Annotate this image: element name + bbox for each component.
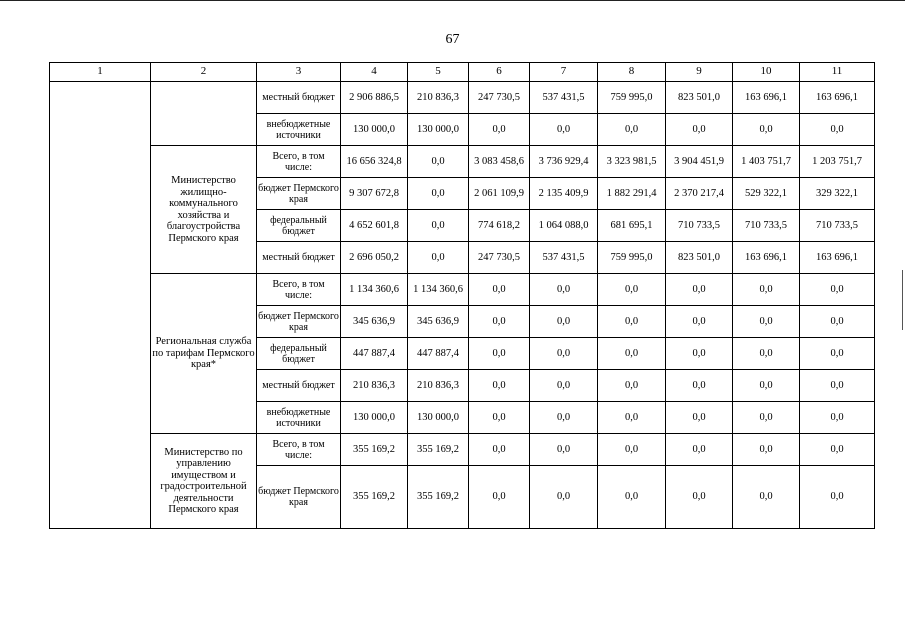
amount-cell: 1 203 751,7 <box>800 146 875 178</box>
amount-cell: 130 000,0 <box>408 402 469 434</box>
amount-cell: 529 322,1 <box>733 178 800 210</box>
amount-cell: 0,0 <box>666 338 733 370</box>
amount-cell: 0,0 <box>530 274 598 306</box>
amount-cell: 0,0 <box>800 466 875 529</box>
amount-cell: 0,0 <box>666 402 733 434</box>
amount-cell: 345 636,9 <box>408 306 469 338</box>
agency-name-cell: Региональная служба по тарифам Пермского края* <box>151 274 257 434</box>
amount-cell: 0,0 <box>666 306 733 338</box>
amount-cell: 710 733,5 <box>733 210 800 242</box>
amount-cell: 0,0 <box>733 114 800 146</box>
agency-name-cell <box>151 82 257 146</box>
column-number-header <box>50 63 875 82</box>
amount-cell: 0,0 <box>800 306 875 338</box>
amount-cell: 2 061 109,9 <box>469 178 530 210</box>
amount-cell: 163 696,1 <box>800 242 875 274</box>
amount-cell: 345 636,9 <box>341 306 408 338</box>
amount-cell: 130 000,0 <box>408 114 469 146</box>
amount-cell: 0,0 <box>408 146 469 178</box>
funding-source-cell: местный бюджет <box>257 370 341 402</box>
amount-cell: 1 882 291,4 <box>598 178 666 210</box>
funding-source-cell: бюджет Пермского края <box>257 306 341 338</box>
amount-cell: 3 323 981,5 <box>598 146 666 178</box>
amount-cell: 681 695,1 <box>598 210 666 242</box>
amount-cell: 3 083 458,6 <box>469 146 530 178</box>
amount-cell: 0,0 <box>800 402 875 434</box>
table-row <box>50 146 875 178</box>
column-number-cell: 8 <box>598 63 666 82</box>
funding-source-cell: местный бюджет <box>257 82 341 114</box>
amount-cell: 3 904 451,9 <box>666 146 733 178</box>
funding-source-cell: внебюджетные источники <box>257 114 341 146</box>
table-body <box>50 63 875 529</box>
amount-cell: 0,0 <box>733 306 800 338</box>
amount-cell: 0,0 <box>733 338 800 370</box>
amount-cell: 0,0 <box>733 370 800 402</box>
amount-cell: 0,0 <box>469 274 530 306</box>
amount-cell: 163 696,1 <box>733 242 800 274</box>
column-number-cell: 6 <box>469 63 530 82</box>
amount-cell: 355 169,2 <box>408 466 469 529</box>
column-number-cell: 7 <box>530 63 598 82</box>
amount-cell: 0,0 <box>598 434 666 466</box>
funding-source-cell: федеральный бюджет <box>257 338 341 370</box>
amount-cell: 0,0 <box>530 338 598 370</box>
amount-cell: 0,0 <box>800 370 875 402</box>
amount-cell: 247 730,5 <box>469 242 530 274</box>
agency-name-cell: Министерство жилищно-коммунального хозяйства и благоустройства Пермского края <box>151 146 257 274</box>
amount-cell: 0,0 <box>666 434 733 466</box>
amount-cell: 0,0 <box>469 114 530 146</box>
amount-cell: 0,0 <box>469 370 530 402</box>
amount-cell: 447 887,4 <box>341 338 408 370</box>
amount-cell: 537 431,5 <box>530 82 598 114</box>
amount-cell: 0,0 <box>733 274 800 306</box>
amount-cell: 130 000,0 <box>341 402 408 434</box>
amount-cell: 2 370 217,4 <box>666 178 733 210</box>
amount-cell: 0,0 <box>469 402 530 434</box>
table-row <box>50 274 875 306</box>
amount-cell: 0,0 <box>800 114 875 146</box>
amount-cell: 0,0 <box>666 274 733 306</box>
amount-cell: 823 501,0 <box>666 242 733 274</box>
amount-cell: 0,0 <box>530 370 598 402</box>
column-number-cell: 5 <box>408 63 469 82</box>
amount-cell: 0,0 <box>408 242 469 274</box>
amount-cell: 447 887,4 <box>408 338 469 370</box>
column-number-cell: 2 <box>151 63 257 82</box>
amount-cell: 0,0 <box>598 306 666 338</box>
amount-cell: 210 836,3 <box>408 370 469 402</box>
amount-cell: 0,0 <box>800 338 875 370</box>
amount-cell: 0,0 <box>469 434 530 466</box>
amount-cell: 759 995,0 <box>598 82 666 114</box>
amount-cell: 0,0 <box>530 434 598 466</box>
column-number-cell: 9 <box>666 63 733 82</box>
amount-cell: 329 322,1 <box>800 178 875 210</box>
amount-cell: 0,0 <box>530 402 598 434</box>
page-number: 67 <box>445 32 460 47</box>
amount-cell: 0,0 <box>530 466 598 529</box>
funding-source-cell: Всего, в том числе: <box>257 146 341 178</box>
amount-cell: 2 906 886,5 <box>341 82 408 114</box>
funding-source-cell: внебюджетные источники <box>257 402 341 434</box>
amount-cell: 710 733,5 <box>800 210 875 242</box>
amount-cell: 774 618,2 <box>469 210 530 242</box>
amount-cell: 0,0 <box>800 274 875 306</box>
scan-edge-mark <box>902 270 903 330</box>
amount-cell: 16 656 324,8 <box>341 146 408 178</box>
funding-source-cell: местный бюджет <box>257 242 341 274</box>
amount-cell: 2 135 409,9 <box>530 178 598 210</box>
amount-cell: 0,0 <box>666 114 733 146</box>
amount-cell: 9 307 672,8 <box>341 178 408 210</box>
amount-cell: 0,0 <box>408 178 469 210</box>
amount-cell: 247 730,5 <box>469 82 530 114</box>
amount-cell: 0,0 <box>800 434 875 466</box>
funding-source-cell: Всего, в том числе: <box>257 434 341 466</box>
amount-cell: 1 134 360,6 <box>408 274 469 306</box>
top-border-line <box>0 0 905 1</box>
program-cell <box>50 82 151 529</box>
amount-cell: 0,0 <box>733 434 800 466</box>
amount-cell: 130 000,0 <box>341 114 408 146</box>
amount-cell: 0,0 <box>469 338 530 370</box>
amount-cell: 0,0 <box>530 114 598 146</box>
amount-cell: 0,0 <box>598 402 666 434</box>
table-row <box>50 82 875 114</box>
amount-cell: 0,0 <box>733 466 800 529</box>
amount-cell: 3 736 929,4 <box>530 146 598 178</box>
amount-cell: 1 403 751,7 <box>733 146 800 178</box>
amount-cell: 0,0 <box>733 402 800 434</box>
amount-cell: 355 169,2 <box>341 434 408 466</box>
column-number-cell: 1 <box>50 63 151 82</box>
funding-source-cell: бюджет Пермского края <box>257 466 341 529</box>
budget-table <box>49 62 875 529</box>
amount-cell: 537 431,5 <box>530 242 598 274</box>
amount-cell: 210 836,3 <box>408 82 469 114</box>
funding-source-cell: бюджет Пермского края <box>257 178 341 210</box>
amount-cell: 0,0 <box>469 306 530 338</box>
funding-source-cell: Всего, в том числе: <box>257 274 341 306</box>
column-number-cell: 3 <box>257 63 341 82</box>
agency-name-cell: Министерство по управлению имуществом и градостроительной деятельности Пермского края <box>151 434 257 529</box>
amount-cell: 0,0 <box>598 370 666 402</box>
funding-source-cell: федеральный бюджет <box>257 210 341 242</box>
column-number-cell: 11 <box>800 63 875 82</box>
amount-cell: 1 134 360,6 <box>341 274 408 306</box>
amount-cell: 1 064 088,0 <box>530 210 598 242</box>
amount-cell: 759 995,0 <box>598 242 666 274</box>
amount-cell: 823 501,0 <box>666 82 733 114</box>
amount-cell: 0,0 <box>666 370 733 402</box>
amount-cell: 0,0 <box>469 466 530 529</box>
amount-cell: 355 169,2 <box>341 466 408 529</box>
amount-cell: 163 696,1 <box>800 82 875 114</box>
amount-cell: 710 733,5 <box>666 210 733 242</box>
amount-cell: 2 696 050,2 <box>341 242 408 274</box>
amount-cell: 0,0 <box>598 338 666 370</box>
amount-cell: 0,0 <box>666 466 733 529</box>
amount-cell: 210 836,3 <box>341 370 408 402</box>
amount-cell: 0,0 <box>408 210 469 242</box>
table-row <box>50 434 875 466</box>
amount-cell: 0,0 <box>530 306 598 338</box>
amount-cell: 4 652 601,8 <box>341 210 408 242</box>
amount-cell: 163 696,1 <box>733 82 800 114</box>
amount-cell: 0,0 <box>598 114 666 146</box>
amount-cell: 0,0 <box>598 274 666 306</box>
column-number-cell: 4 <box>341 63 408 82</box>
amount-cell: 0,0 <box>598 466 666 529</box>
column-number-cell: 10 <box>733 63 800 82</box>
amount-cell: 355 169,2 <box>408 434 469 466</box>
